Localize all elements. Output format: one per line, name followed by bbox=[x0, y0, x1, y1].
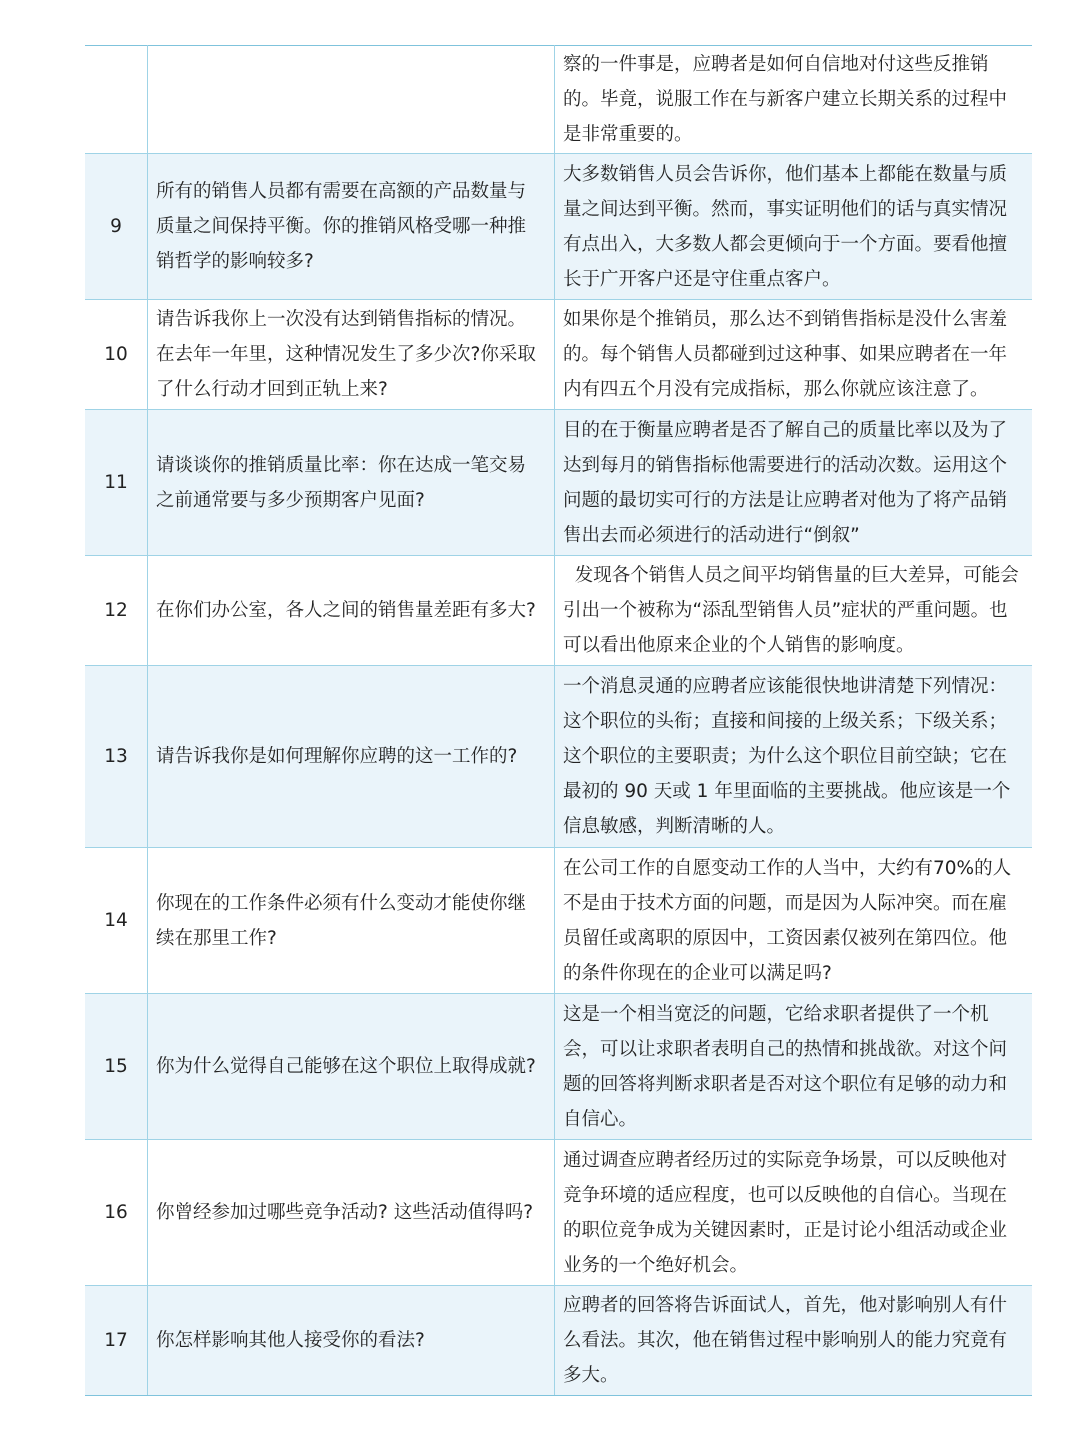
table-row bbox=[85, 1140, 1032, 1286]
answer-cell bbox=[555, 556, 1033, 666]
question-cell bbox=[148, 154, 555, 300]
table-row bbox=[85, 848, 1032, 994]
row-number bbox=[85, 46, 148, 154]
answer-text: 察的一件事是，应聘者是如何自信地对付这些反推销的。毕竟，说服工作在与新客户建立长期关系的过程中是非常重要的。 bbox=[563, 54, 1008, 145]
question-cell bbox=[148, 300, 555, 410]
table-row bbox=[85, 300, 1032, 410]
row-number: 14 bbox=[85, 848, 148, 994]
row-number: 11 bbox=[85, 410, 148, 556]
table-row bbox=[85, 666, 1032, 848]
question-cell bbox=[148, 46, 555, 154]
question-text: 在你们办公室，各人之间的销售量差距有多大? bbox=[156, 600, 536, 621]
answer-cell bbox=[555, 410, 1033, 556]
answer-cell bbox=[555, 848, 1033, 994]
answer-cell bbox=[555, 666, 1033, 848]
answer-text: 如果你是个推销员，那么达不到销售指标是没什么害羞的。每个销售人员都碰到过这种事、如果应聘者在一年内有四五个月没有完成指标，那么你就应该注意了。 bbox=[563, 309, 1008, 400]
answer-text: 一个消息灵通的应聘者应该能很快地讲清楚下列情况：这个职位的头衔；直接和间接的上级关系；下级关系；这个职位的主要职责；为什么这个职位目前空缺；它在最初的 90 天或 1 年里面临的主要挑战。他应该是一个信息敏感，判断清晰的人。 bbox=[563, 676, 1011, 837]
table-row bbox=[85, 994, 1032, 1140]
table-row bbox=[85, 1286, 1032, 1396]
table-row bbox=[85, 410, 1032, 556]
question-text: 请谈谈你的推销质量比率：你在达成一笔交易之前通常要与多少预期客户见面? bbox=[156, 454, 527, 511]
question-text: 你为什么觉得自己能够在这个职位上取得成就? bbox=[156, 1056, 536, 1077]
question-cell bbox=[148, 666, 555, 848]
row-number: 15 bbox=[85, 994, 148, 1140]
question-text: 所有的销售人员都有需要在高额的产品数量与质量之间保持平衡。你的推销风格受哪一种推销哲学的影响较多? bbox=[156, 181, 527, 272]
answer-text: 目的在于衡量应聘者是否了解自己的质量比率以及为了达到每月的销售指标他需要进行的活动次数。运用这个问题的最切实可行的方法是让应聘者对他为了将产品销售出去而必须进行的活动进行“倒叙” bbox=[563, 419, 1008, 546]
question-cell bbox=[148, 410, 555, 556]
row-number: 16 bbox=[85, 1140, 148, 1286]
question-text: 请告诉我你上一次没有达到销售指标的情况。在去年一年里，这种情况发生了多少次?你采取了什么行动才回到正轨上来? bbox=[156, 309, 536, 400]
row-number: 10 bbox=[85, 300, 148, 410]
question-cell bbox=[148, 1286, 555, 1396]
question-cell bbox=[148, 556, 555, 666]
answer-cell bbox=[555, 994, 1033, 1140]
answer-text: 应聘者的回答将告诉面试人，首先，他对影响别人有什么看法。其次，他在销售过程中影响别人的能力究竟有多大。 bbox=[563, 1295, 1008, 1386]
question-text: 你曾经参加过哪些竞争活动? 这些活动值得吗? bbox=[156, 1202, 534, 1223]
question-text: 请告诉我你是如何理解你应聘的这一工作的? bbox=[156, 746, 518, 767]
question-text: 你现在的工作条件必须有什么变动才能使你继续在那里工作? bbox=[156, 892, 527, 949]
answer-cell bbox=[555, 1140, 1033, 1286]
answer-cell bbox=[555, 300, 1033, 410]
answer-text: 大多数销售人员会告诉你，他们基本上都能在数量与质量之间达到平衡。然而，事实证明他们的话与真实情况有点出入，大多数人都会更倾向于一个方面。要看他擅长于广开客户还是守住重点客户。 bbox=[563, 163, 1008, 290]
answer-text: 发现各个销售人员之间平均销售量的巨大差异，可能会引出一个被称为“添乱型销售人员”症状的严重问题。也可以看出他原来企业的个人销售的影响度。 bbox=[563, 565, 1019, 656]
answer-cell bbox=[555, 1286, 1033, 1396]
table-row bbox=[85, 46, 1032, 154]
question-cell bbox=[148, 994, 555, 1140]
row-number: 9 bbox=[85, 154, 148, 300]
row-number: 13 bbox=[85, 666, 148, 848]
answer-text: 这是一个相当宽泛的问题，它给求职者提供了一个机会，可以让求职者表明自己的热情和挑战欲。对这个问题的回答将判断求职者是否对这个职位有足够的动力和自信心。 bbox=[563, 1003, 1008, 1130]
row-number: 17 bbox=[85, 1286, 148, 1396]
answer-cell bbox=[555, 154, 1033, 300]
table-row bbox=[85, 556, 1032, 666]
row-number: 12 bbox=[85, 556, 148, 666]
interview-questions-table bbox=[85, 45, 1032, 1396]
question-text: 你怎样影响其他人接受你的看法? bbox=[156, 1330, 425, 1351]
question-cell bbox=[148, 848, 555, 994]
question-cell bbox=[148, 1140, 555, 1286]
table-row bbox=[85, 154, 1032, 300]
answer-text: 在公司工作的自愿变动工作的人当中，大约有70%的人不是由于技术方面的问题，而是因为人际冲突。而在雇员留任或离职的原因中，工资因素仅被列在第四位。他的条件你现在的企业可以满足吗? bbox=[563, 857, 1012, 984]
answer-cell bbox=[555, 46, 1033, 154]
answer-text: 通过调查应聘者经历过的实际竞争场景，可以反映他对竞争环境的适应程度，也可以反映他的自信心。当现在的职位竞争成为关键因素时，正是讨论小组活动或企业业务的一个绝好机会。 bbox=[563, 1149, 1008, 1276]
